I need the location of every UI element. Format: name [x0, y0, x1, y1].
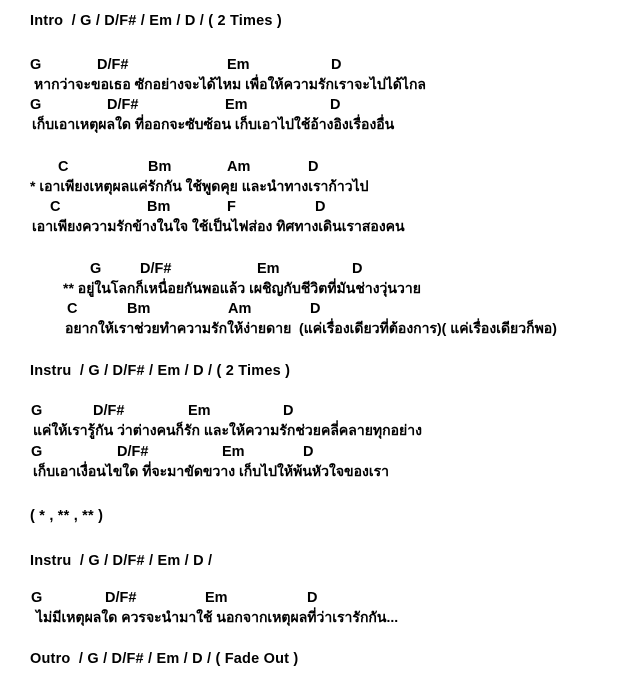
- lyric-text: ไม่มีเหตุผลใด ควรจะนำมาใช้ นอกจากเหตุผลที่ว่าเรารักกัน...: [36, 609, 399, 625]
- chord-line: [0, 198, 620, 217]
- chord-symbol: D/F#: [97, 57, 129, 73]
- section-label: Instru / G / D/F# / Em / D /: [30, 553, 213, 569]
- lyric-text: เก็บเอาเหตุผลใด ที่ออกจะซับซ้อน เก็บเอาไปใช้อ้างอิงเรื่องอื่น: [32, 116, 395, 132]
- chord-symbol: Em: [257, 261, 280, 277]
- chord-symbol: D/F#: [117, 444, 149, 460]
- chord-symbol: Bm: [147, 199, 171, 215]
- chord-symbol: C: [50, 199, 61, 215]
- chord-line: [0, 443, 620, 462]
- lyric-line: [0, 462, 620, 481]
- lyric-text: หากว่าจะขอเธอ ซักอย่างจะได้ไหม เพื่อให้ความรักเราจะไปได้ไกล: [34, 76, 426, 92]
- chord-symbol: Am: [227, 159, 251, 175]
- chord-symbol: G: [90, 261, 102, 277]
- chord-symbol: G: [31, 444, 43, 460]
- lyric-text: ** อยู่ในโลกก็เหนื่อยกันพอแล้ว เผชิญกับชีวิตที่มันช่างวุ่นวาย: [63, 280, 421, 296]
- section-label: Outro / G / D/F# / Em / D / ( Fade Out ): [30, 651, 299, 667]
- lyric-line: [0, 319, 620, 338]
- chord-symbol: D: [308, 159, 319, 175]
- lyric-line: [0, 75, 620, 94]
- lyric-text: * เอาเพียงเหตุผลแค่รักกัน ใช้พูดคุย และนำทางเราก้าวไป: [30, 178, 369, 194]
- section-label: ( * , ** , ** ): [30, 508, 104, 524]
- chord-symbol: D: [310, 301, 321, 317]
- chord-symbol: Em: [227, 57, 250, 73]
- chord-symbol: D/F#: [93, 403, 125, 419]
- chord-symbol: D/F#: [105, 590, 137, 606]
- chord-symbol: Em: [222, 444, 245, 460]
- lyric-text: เก็บเอาเงื่อนไขใด ที่จะมาขัดขวาง เก็บไปให้พ้นหัวใจของเรา: [33, 463, 390, 479]
- chord-line: [0, 56, 620, 75]
- chord-symbol: G: [30, 57, 42, 73]
- lyric-text: เอาเพียงความรักข้างในใจ ใช้เป็นไฟส่อง ทิศทางเดินเราสองคน: [32, 218, 405, 234]
- lyric-line: [0, 177, 620, 196]
- chord-symbol: G: [31, 403, 43, 419]
- chord-symbol: Bm: [127, 301, 151, 317]
- chord-symbol: Bm: [148, 159, 172, 175]
- chord-line: [0, 402, 620, 421]
- lyric-line: [0, 421, 620, 440]
- section-header-line: [0, 650, 620, 669]
- chord-line: [0, 96, 620, 115]
- lyric-text: แค่ให้เรารู้กัน ว่าต่างคนก็รัก และให้ความรักช่วยคลี่คลายทุกอย่าง: [33, 422, 422, 438]
- section-header-line: [0, 362, 620, 381]
- lyric-line: [0, 608, 620, 627]
- chord-symbol: D: [283, 403, 294, 419]
- chord-symbol: D/F#: [107, 97, 139, 113]
- chord-symbol: G: [31, 590, 43, 606]
- chord-symbol: Am: [228, 301, 252, 317]
- chord-symbol: D: [352, 261, 363, 277]
- section-header-line: [0, 552, 620, 571]
- section-header-line: [0, 507, 620, 526]
- section-header-line: [0, 12, 620, 31]
- chord-symbol: C: [67, 301, 78, 317]
- chord-symbol: D: [307, 590, 318, 606]
- chord-symbol: G: [30, 97, 42, 113]
- lyric-line: [0, 115, 620, 134]
- chord-line: [0, 260, 620, 279]
- chord-symbol: C: [58, 159, 69, 175]
- section-label: Instru / G / D/F# / Em / D / ( 2 Times ): [30, 363, 291, 379]
- lyric-line: [0, 279, 620, 298]
- chord-symbol: Em: [188, 403, 211, 419]
- chord-line: [0, 300, 620, 319]
- lyric-line: [0, 217, 620, 236]
- chord-symbol: D: [303, 444, 314, 460]
- chord-symbol: D: [315, 199, 326, 215]
- chord-symbol: Em: [205, 590, 228, 606]
- chord-symbol: F: [227, 199, 236, 215]
- lyric-text: อยากให้เราช่วยทำความรักให้ง่ายดาย (แค่เรื่องเดียวที่ต้องการ)( แค่เรื่องเดียวก็พอ): [65, 320, 557, 336]
- chord-symbol: D: [331, 57, 342, 73]
- chord-symbol: D/F#: [140, 261, 172, 277]
- section-label: Intro / G / D/F# / Em / D / ( 2 Times ): [30, 13, 282, 29]
- chord-line: [0, 158, 620, 177]
- chord-symbol: D: [330, 97, 341, 113]
- chord-symbol: Em: [225, 97, 248, 113]
- chord-line: [0, 589, 620, 608]
